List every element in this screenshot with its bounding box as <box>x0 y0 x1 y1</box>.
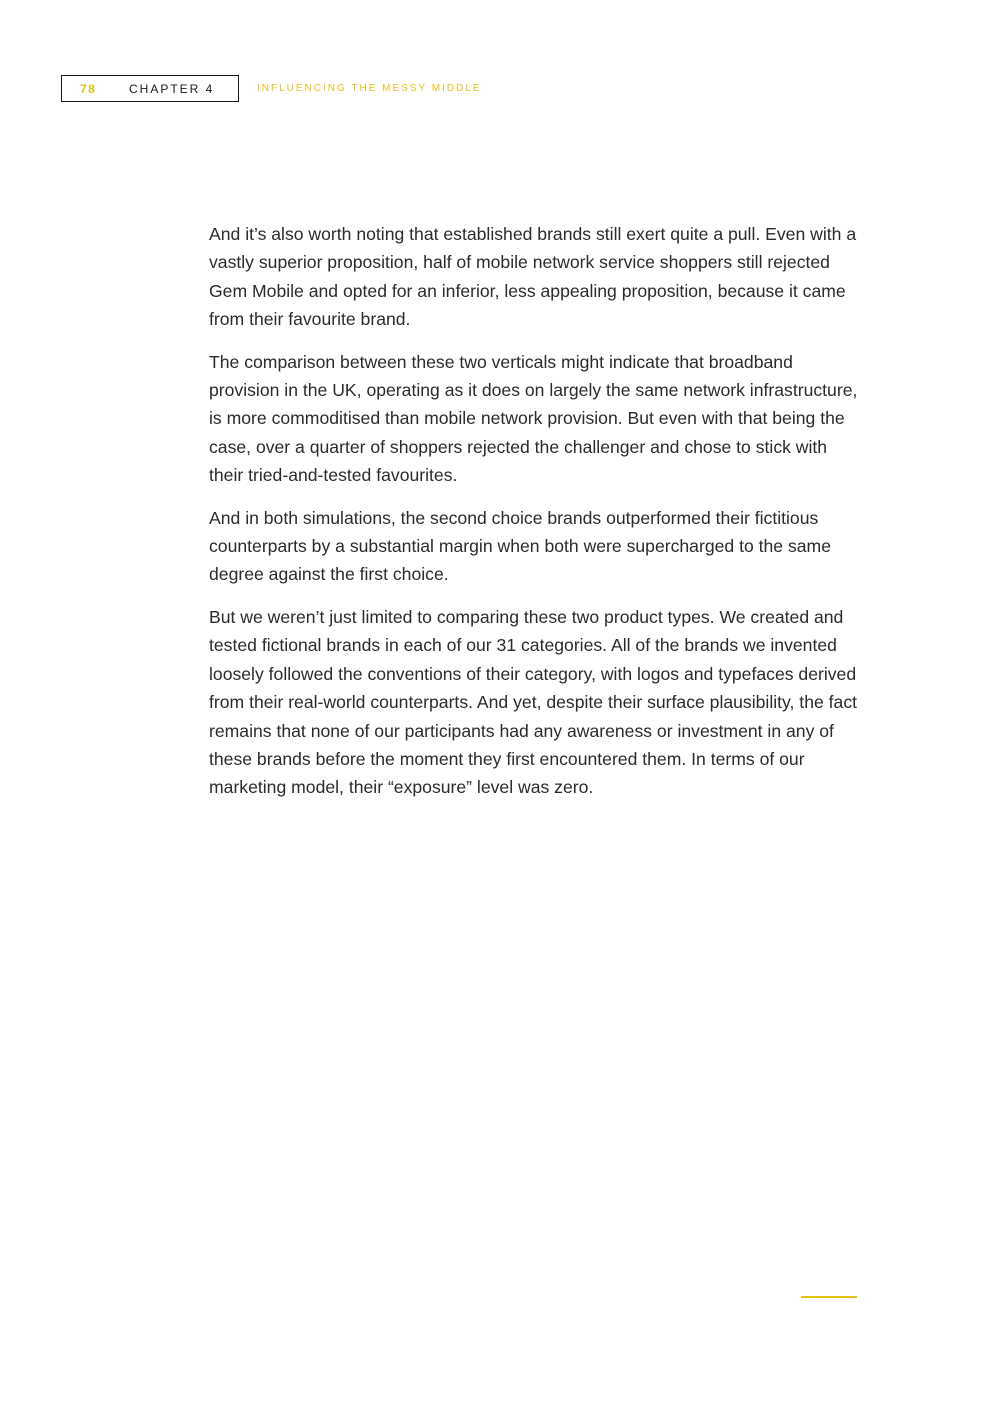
footer-accent-rule <box>801 1296 857 1298</box>
paragraph: The comparison between these two verticals might indicate that broadband provision in the UK, operating as it does on largely the same network infrastructure, is more commoditised than mobile network provision. But even with that being the case, over a quarter of shoppers rejected the challenger and chose to stick with their tried-and-tested favourites. <box>209 351 858 486</box>
chapter-label: CHAPTER 4 <box>129 82 215 96</box>
paragraph: And in both simulations, the second choice brands outperformed their fictitious counterparts by a substantial margin when both were supercharged to the same degree against the first choice. <box>209 507 832 585</box>
body-text <box>209 220 861 816</box>
chapter-header-box <box>61 75 239 102</box>
running-title: INFLUENCING THE MESSY MIDDLE <box>257 83 482 94</box>
paragraph: And it’s also worth noting that established brands still exert quite a pull. Even with a vastly superior proposition, half of mobile network service shoppers still rejected Gem Mobile and opted for an inferior, less appealing proposition, because it came from their favourite brand. <box>209 224 857 330</box>
paragraph: But we weren’t just limited to comparing these two product types. We created and tested fictional brands in each of our 31 categories. All of the brands we invented loosely followed the conventions of their category, with logos and typefaces derived from their real-world counterparts. And yet, despite their surface plausibility, the fact remains that none of our participants had any awareness or investment in any of these brands before the moment they first encountered them. In terms of our marketing model, their “exposure” level was zero. <box>209 606 858 798</box>
page-number: 78 <box>80 82 97 96</box>
